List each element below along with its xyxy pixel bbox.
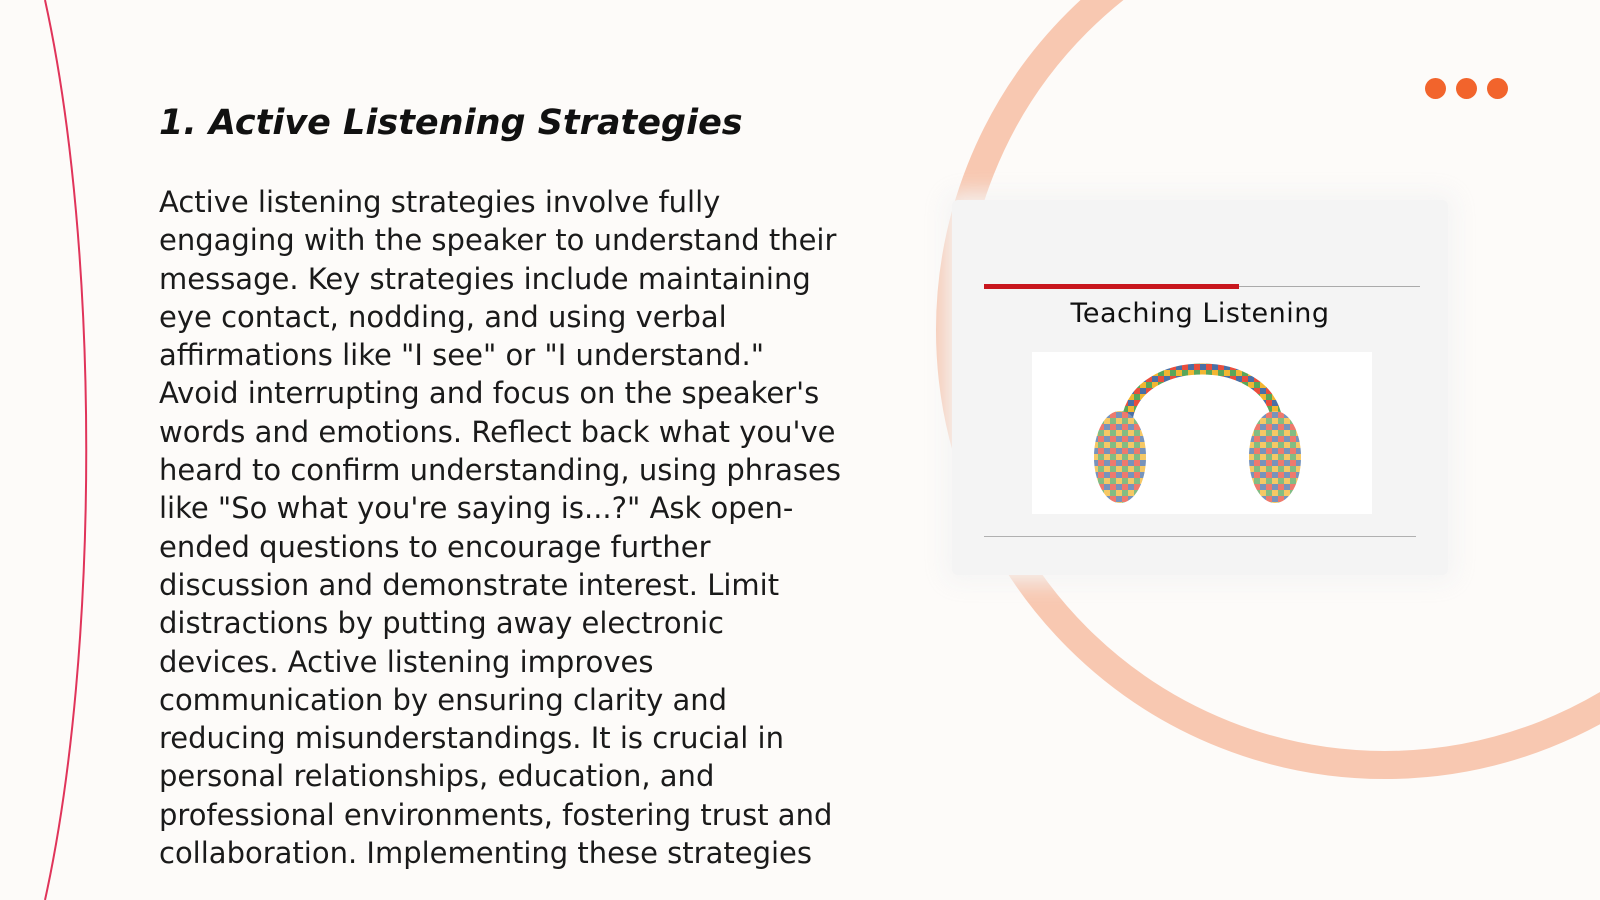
dot — [1425, 78, 1446, 99]
card-divider-bottom — [984, 536, 1416, 537]
slide-title: 1. Active Listening Strategies — [159, 103, 743, 143]
left-curve-line — [45, 0, 86, 900]
dot — [1456, 78, 1477, 99]
headphones-icon — [1032, 352, 1372, 514]
headband — [1127, 369, 1277, 420]
card-accent-bar — [984, 284, 1239, 289]
slide-body-text: Active listening strategies involve fully engaging with the speaker to understand their message. Key strategies include maintaining eye contact, nodding, and using verbal affirmations like "I see" or "I understand." Avoid interrupting and focus on the speaker's words and emotions. Reflect back what you've heard to confirm understanding, using phrases like "So what you're saying is...?" Ask open-ended questions to encourage further discussion and demonstrate interest. Limit distractions by putting away electronic devices. Active listening improves communication by ensuring clarity and reducing misunderstandings. It is crucial in personal relationships, education, and professional environments, fostering trust and collaboration. Implementing these strategies — [159, 185, 841, 871]
headphones-image — [1032, 352, 1372, 514]
dot — [1487, 78, 1508, 99]
more-dots-icon — [1425, 78, 1508, 99]
card-title: Teaching Listening — [1070, 298, 1330, 329]
image-card — [952, 200, 1448, 575]
